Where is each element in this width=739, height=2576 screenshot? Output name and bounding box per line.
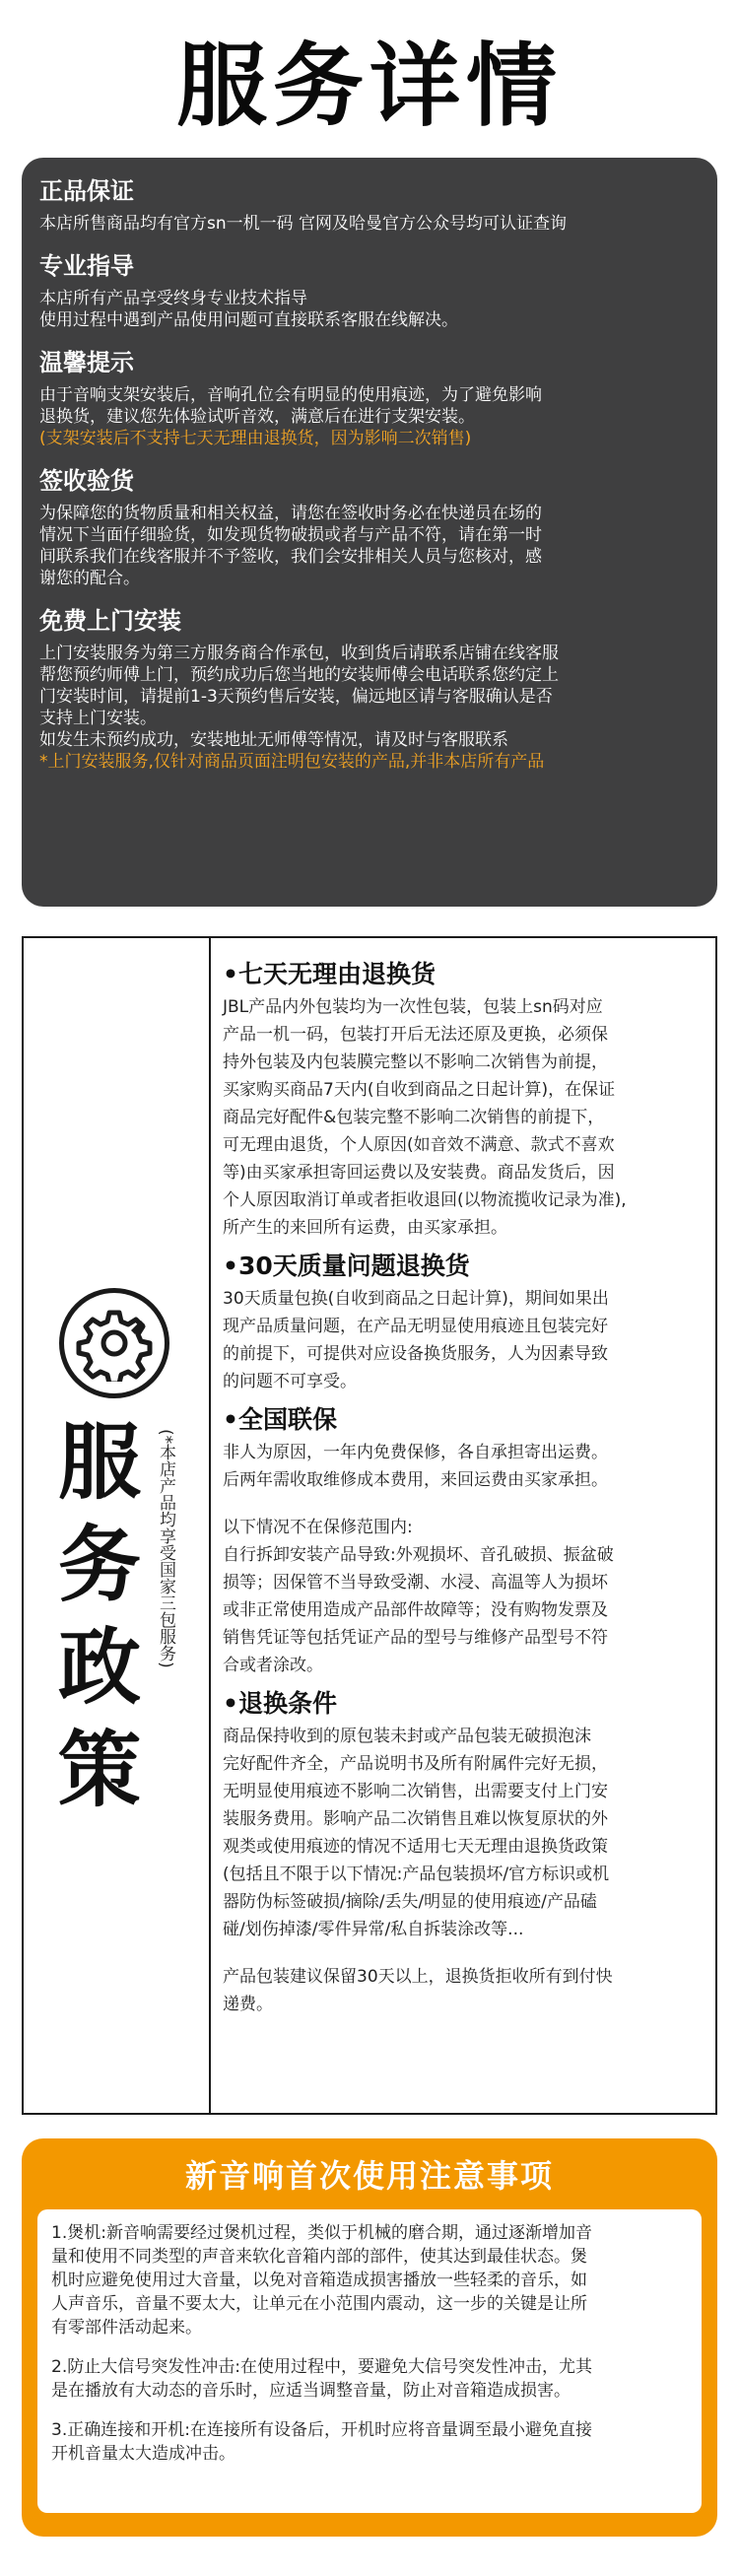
service-text-line: 支持上门安装。	[39, 709, 157, 728]
policy-text-line: 买家购买商品7天内(自收到商品之日起计算)，在保证	[223, 1080, 616, 1100]
policy-text-line: 以下情况不在保修范围内:	[223, 1518, 413, 1537]
policy-text-line: 的问题不可享受。	[223, 1372, 357, 1391]
notice-text-line: 人声音乐，音量不要太大，让单元在小范围内震动，这一步的关键是让所	[51, 2294, 587, 2314]
service-note: *上门安装服务,仅针对商品页面注明包安装的产品,并非本店所有产品	[39, 752, 545, 772]
service-text-line: 帮您预约师傅上门，预约成功后您当地的安装师傅会电话联系您约定上	[39, 665, 559, 685]
policy-section-title: •七天无理由退换货	[223, 960, 436, 988]
policy-text-line: 30天质量包换(自收到商品之日起计算)，期间如果出	[223, 1289, 609, 1309]
service-text-line: 退换货，建议您先体验试听音效，满意后在进行支架安装。	[39, 407, 475, 427]
service-text-line: 情况下当面仔细验货，如发现货物破损或者与产品不符，请在第一时	[39, 525, 542, 545]
policy-section-title: •30天质量问题退换货	[223, 1252, 470, 1280]
policy-text-line: 或非正常使用造成产品部件故障等；没有购物发票及	[223, 1600, 608, 1620]
policy-text-line: 个人原因取消订单或者拒收退回(以物流揽收记录为准),	[223, 1190, 627, 1210]
policy-text-line: 产品一机一码，包装打开后无法还原及更换，必须保	[223, 1025, 608, 1045]
notice-title: 新音响首次使用注意事项	[184, 2157, 554, 2195]
policy-text-line: 观类或使用痕迹的情况不适用七天无理由退换货政策	[223, 1837, 608, 1857]
paragraph-spacer	[223, 1494, 707, 1514]
page-title: 服务详情	[175, 34, 563, 139]
service-title: 正品保证	[39, 177, 134, 205]
service-text-line: 上门安装服务为第三方服务商合作承包，收到货后请联系店铺在线客服	[39, 644, 559, 663]
service-text-line: 谢您的配合。	[39, 569, 140, 588]
service-title: 免费上门安装	[39, 607, 181, 635]
first-use-notice-panel	[22, 2138, 717, 2537]
policy-section-title: •全国联保	[223, 1405, 337, 1434]
notice-text-line: 量和使用不同类型的声音来软化音箱内部的部件，使其达到最佳状态。煲	[51, 2247, 587, 2267]
notice-text-line: 机时应避免使用过大音量，以免对音箱造成损害播放一些轻柔的音乐，如	[51, 2271, 587, 2290]
policy-section-title: •退换条件	[223, 1689, 337, 1718]
gear-icon	[59, 1288, 169, 1398]
service-item	[39, 603, 702, 773]
service-item	[39, 463, 702, 589]
service-guarantees-panel	[22, 158, 717, 907]
policy-text-line: 非人为原因，一年内免费保修，各自承担寄出运费。	[223, 1443, 608, 1462]
policy-text-line: 所产生的来回所有运费，由买家承担。	[223, 1218, 507, 1238]
service-title: 签收验货	[39, 467, 134, 495]
policy-text-line: 商品保持收到的原包装未封或产品包装无破损泡沫	[223, 1727, 591, 1746]
notice-spacer	[51, 2403, 688, 2418]
policy-heading-char: 政	[57, 1619, 141, 1716]
policy-three-guarantees-note: (*本店产品均享受国家三包服务)	[156, 1429, 175, 1668]
policy-text-line: 销售凭证等包括凭证产品的型号与维修产品型号不符	[223, 1628, 608, 1648]
service-item	[39, 248, 702, 331]
notice-text-line: 开机音量太大造成冲击。	[51, 2444, 235, 2464]
policy-text-line: 等)由买家承担寄回运费以及安装费。商品发货后，因	[223, 1163, 615, 1183]
policy-text-line: 装服务费用。影响产品二次销售且难以恢复原状的外	[223, 1809, 608, 1829]
service-policy-box	[22, 936, 717, 2115]
policy-text-line: 递费。	[223, 1995, 273, 2014]
notice-text-line: 2.防止大信号突发性冲击:在使用过程中，要避免大信号突发性冲击，尤其	[51, 2357, 592, 2377]
service-item	[39, 345, 702, 449]
policy-text-line: 器防伪标签破损/摘除/丢失/明显的使用痕迹/产品磕	[223, 1892, 597, 1912]
policy-text-line: 持外包装及内包装膜完整以不影响二次销售为前提，	[223, 1052, 608, 1072]
policy-sidebar	[24, 938, 211, 2113]
service-text-line: 如发生未预约成功，安装地址无师傅等情况，请及时与客服联系	[39, 730, 508, 750]
service-title: 专业指导	[39, 252, 134, 280]
service-note: (支架安装后不支持七天无理由退换货，因为影响二次销售)	[39, 429, 472, 448]
policy-text-line: 产品包装建议保留30天以上，退换货拒收所有到付快	[223, 1967, 613, 1987]
service-text-line: 本店所有产品享受终身专业技术指导	[39, 289, 307, 308]
notice-body	[37, 2209, 702, 2513]
notice-text-line: 3.正确连接和开机:在连接所有设备后，开机时应将音量调至最小避免直接	[51, 2420, 592, 2440]
service-text-line: 使用过程中遇到产品使用问题可直接联系客服在线解决。	[39, 310, 458, 330]
policy-text-line: 完好配件齐全，产品说明书及所有附属件完好无损，	[223, 1754, 608, 1774]
policy-text-line: JBL产品内外包装均为一次性包装，包装上sn码对应	[223, 997, 603, 1017]
policy-heading-char: 策	[57, 1722, 141, 1818]
service-text-line: 为保障您的货物质量和相关权益，请您在签收时务必在快递员在场的	[39, 504, 542, 523]
service-item	[39, 173, 702, 235]
policy-text-line: 的前提下，可提供对应设备换货服务，人为因素导致	[223, 1344, 608, 1364]
policy-heading	[45, 1411, 154, 1821]
service-text-line: 间联系我们在线客服并不予签收，我们会安排相关人员与您核对，感	[39, 547, 542, 567]
policy-text-line: 现产品质量问题，在产品无明显使用痕迹且包装完好	[223, 1317, 608, 1336]
service-title: 温馨提示	[39, 349, 134, 376]
policy-content	[211, 938, 715, 2113]
policy-text-line: 损等；因保管不当导致受潮、水浸、高温等人为损坏	[223, 1573, 608, 1593]
notice-text-line: 有零部件活动起来。	[51, 2318, 202, 2338]
policy-heading-char: 务	[57, 1517, 141, 1613]
policy-text-line: 后两年需收取维修成本费用，来回运费由买家承担。	[223, 1470, 608, 1490]
policy-text-line: 商品完好配件&包装完整不影响二次销售的前提下，	[223, 1108, 605, 1127]
policy-text-line: 可无理由退货，个人原因(如音效不满意、款式不喜欢	[223, 1135, 615, 1155]
notice-text-line: 1.煲机:新音响需要经过煲机过程，类似于机械的磨合期，通过逐渐增加音	[51, 2223, 592, 2243]
policy-text-line: 自行拆卸安装产品导致:外观损坏、音孔破损、振盆破	[223, 1545, 614, 1565]
services-list	[39, 173, 702, 773]
paragraph-spacer	[223, 1943, 707, 1963]
policy-text-line: (包括且不限于以下情况:产品包装损坏/官方标识或机	[223, 1864, 610, 1884]
notice-spacer	[51, 2339, 688, 2355]
policy-heading-char: 服	[57, 1414, 141, 1511]
service-text-line: 由于音响支架安装后，音响孔位会有明显的使用痕迹，为了避免影响	[39, 385, 542, 405]
notice-text-line: 是在播放有大动态的音乐时，应适当调整音量，防止对音箱造成损害。	[51, 2381, 571, 2401]
service-text-line: 门安装时间，请提前1-3天预约售后安装，偏远地区请与客服确认是否	[39, 687, 553, 707]
policy-text-line: 合或者涂改。	[223, 1656, 323, 1675]
policy-text-line: 无明显使用痕迹不影响二次销售，出需要支付上门安	[223, 1782, 608, 1801]
policy-text-line: 碰/划伤掉漆/零件异常/私自拆装涂改等...	[223, 1920, 524, 1939]
service-text-line: 本店所售商品均有官方sn一机一码 官网及哈曼官方公众号均可认证查询	[39, 214, 568, 234]
